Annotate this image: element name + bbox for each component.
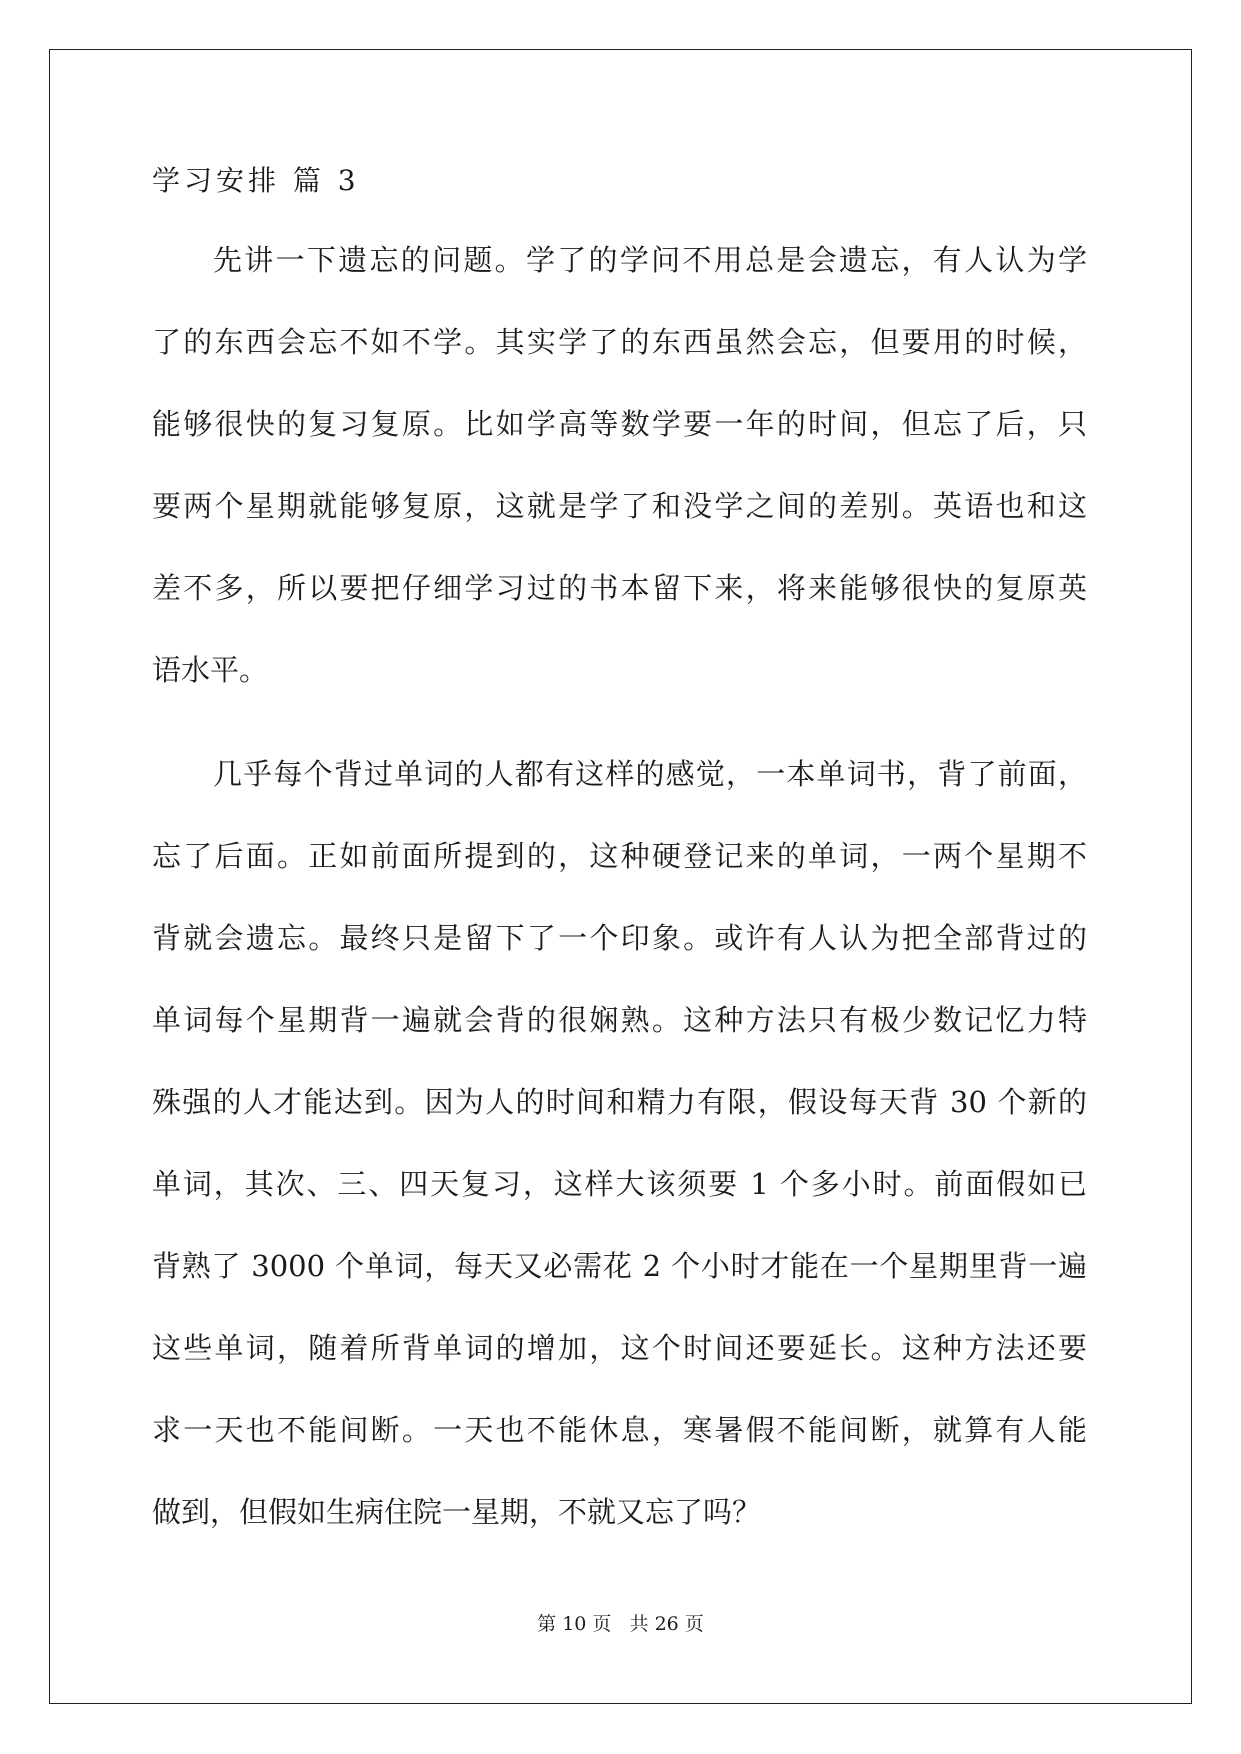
text-line: 这些单词，随着所背单词的增加，这个时间还要延长。这种方法还要 <box>152 1331 1087 1365</box>
text-line: 殊强的人才能达到。因为人的时间和精力有限，假设每天背 30 个新的 <box>152 1085 1087 1119</box>
text-line: 了的东西会忘不如不学。其实学了的东西虽然会忘，但要用的时候， <box>152 325 1087 359</box>
paragraph-vocabulary <box>152 757 1087 1577</box>
section-heading: 学习安排 篇 3 <box>152 164 360 197</box>
text-line: 忘了后面。正如前面所提到的，这种硬登记来的单词，一两个星期不 <box>152 839 1087 873</box>
text-line: 背熟了 3000 个单词，每天又必需花 2 个小时才能在一个星期里背一遍 <box>152 1249 1087 1283</box>
document-body <box>152 164 1087 1599</box>
text-line: 单词，其次、三、四天复习，这样大该须要 1 个多小时。前面假如已 <box>152 1167 1087 1201</box>
text-line: 背就会遗忘。最终只是留下了一个印象。或许有人认为把全部背过的 <box>152 921 1087 955</box>
text-line: 做到，但假如生病住院一星期，不就又忘了吗？ <box>152 1495 762 1529</box>
text-line: 几乎每个背过单词的人都有这样的感觉，一本单词书，背了前面， <box>213 757 1087 791</box>
text-line: 要两个星期就能够复原，这就是学了和没学之间的差别。英语也和这 <box>152 489 1087 523</box>
text-line: 单词每个星期背一遍就会背的很娴熟。这种方法只有极少数记忆力特 <box>152 1003 1087 1037</box>
text-line: 先讲一下遗忘的问题。学了的学问不用总是会遗忘，有人认为学 <box>213 243 1087 277</box>
page-number-footer: 第 10 页 共 26 页 <box>537 1613 704 1635</box>
text-line: 能够很快的复习复原。比如学高等数学要一年的时间，但忘了后，只 <box>152 407 1087 441</box>
text-line: 求一天也不能间断。一天也不能休息，寒暑假不能间断，就算有人能 <box>152 1413 1087 1447</box>
text-line: 差不多，所以要把仔细学习过的书本留下来，将来能够很快的复原英 <box>152 571 1087 605</box>
paragraph-forgetting <box>152 243 1087 735</box>
text-line: 语水平。 <box>152 653 269 687</box>
